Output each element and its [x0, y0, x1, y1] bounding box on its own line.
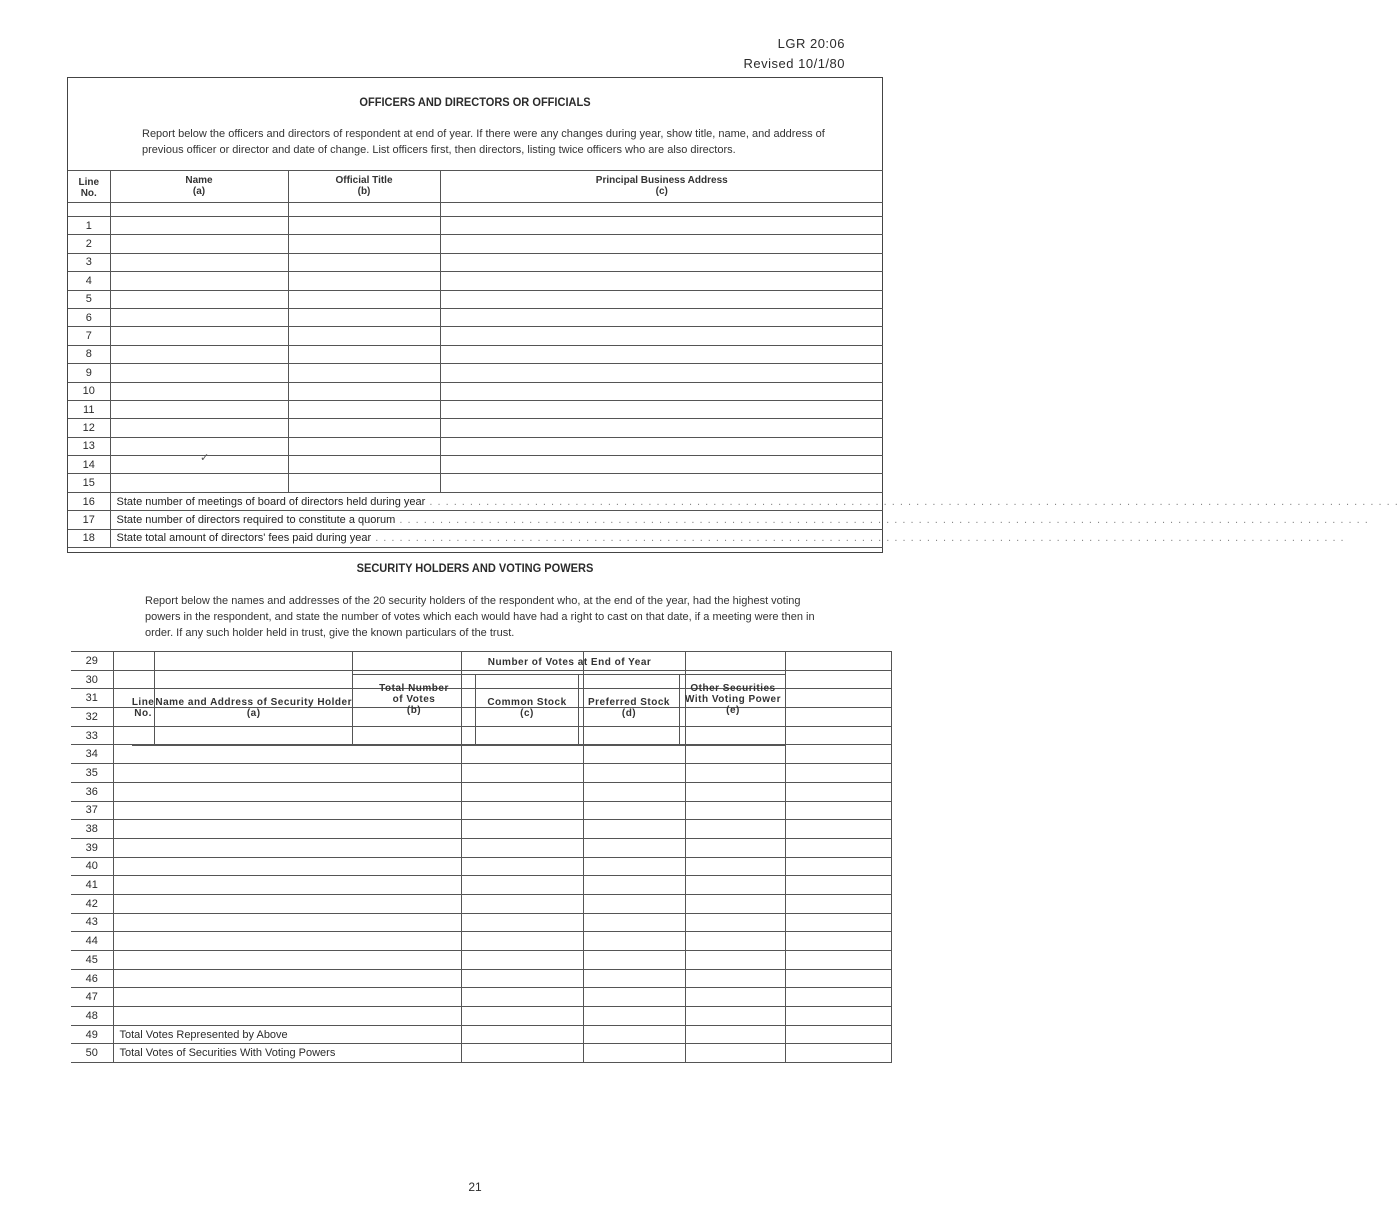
statement-cell[interactable] — [110, 511, 1369, 529]
preferred-stock-cell[interactable] — [685, 782, 785, 801]
line-number: 36 — [71, 782, 113, 801]
holder-cell[interactable] — [113, 745, 461, 764]
name-cell[interactable] — [110, 327, 288, 345]
security-holder-row — [71, 951, 891, 970]
total-label-1: Total Number — [379, 683, 449, 694]
line-number: 38 — [71, 820, 113, 839]
address-cell[interactable] — [440, 456, 883, 474]
security-header-row — [132, 651, 786, 744]
title-cell[interactable] — [288, 217, 440, 235]
line-number: 50 — [71, 1044, 113, 1063]
total-votes-cell[interactable] — [461, 1025, 583, 1044]
line-number: 14 — [68, 456, 110, 474]
statement-row — [68, 492, 883, 510]
name-header — [110, 171, 288, 203]
line-number: 37 — [71, 801, 113, 820]
common-stock-header — [476, 675, 579, 745]
holder-cell[interactable] — [113, 969, 461, 988]
leader-dots: . . . . . . . . . . . . . . . . . . . . . . . . . . . . . . . . . . . . . . . . . . . . . . . . . . . . . . . . . . . . . . . . . . . . . . . . . . . . . . . . . . . . . . . . . . . . . . . . . . . . . . . . . . . . . . . . . . . . . . . . — [371, 532, 1345, 545]
common-stock-cell[interactable] — [583, 820, 685, 839]
name-cell[interactable] — [110, 235, 288, 253]
name-cell[interactable] — [110, 437, 288, 455]
total-votes-cell[interactable] — [461, 764, 583, 783]
common-label: Common Stock — [487, 697, 567, 708]
other-securities-cell[interactable] — [785, 670, 891, 689]
leader-dots: . . . . . . . . . . . . . . . . . . . . . . . . . . . . . . . . . . . . . . . . . . . . . . . . . . . . . . . . . . . . . . . . . . . . . . . . . . . . . . . . . . . . . . . . . . . . . . . . . . . . . . . . . . . . . . . . . . . . . . . . — [425, 495, 1399, 508]
other-securities-cell[interactable] — [785, 838, 891, 857]
address-header — [440, 171, 883, 203]
preferred-stock-cell[interactable] — [685, 988, 785, 1007]
common-stock-cell[interactable] — [583, 1007, 685, 1026]
title-cell[interactable] — [288, 327, 440, 345]
security-holder-row — [71, 820, 891, 839]
officer-row — [68, 235, 883, 253]
statement-text: State number of directors required to constitute a quorum — [116, 513, 396, 526]
officer-row — [68, 456, 883, 474]
total-votes-header — [353, 675, 476, 745]
check-mark: ✓ — [200, 452, 210, 464]
address-key: (c) — [655, 186, 668, 197]
total-votes-cell[interactable] — [461, 913, 583, 932]
total-votes-cell[interactable] — [461, 969, 583, 988]
line-number: 10 — [68, 382, 110, 400]
line-number: 15 — [68, 474, 110, 492]
line-number: 8 — [68, 345, 110, 363]
security-holder-row — [71, 745, 891, 764]
total-votes-cell[interactable] — [461, 857, 583, 876]
other-securities-cell[interactable] — [785, 876, 891, 895]
line-number: 49 — [71, 1025, 113, 1044]
line-number: 11 — [68, 400, 110, 418]
common-stock-cell[interactable] — [583, 801, 685, 820]
address-cell[interactable] — [440, 308, 883, 326]
common-stock-cell[interactable] — [583, 988, 685, 1007]
officers-header-row — [68, 171, 883, 203]
total-votes-cell[interactable] — [461, 951, 583, 970]
statement-row — [68, 529, 883, 547]
line-number: 9 — [68, 364, 110, 382]
common-stock-cell[interactable] — [583, 894, 685, 913]
title-key: (b) — [357, 186, 371, 197]
common-stock-cell[interactable] — [583, 932, 685, 951]
officer-row — [68, 437, 883, 455]
address-cell[interactable] — [440, 235, 883, 253]
line-number: 3 — [68, 253, 110, 271]
title-cell[interactable] — [288, 456, 440, 474]
totals-row — [71, 1044, 891, 1063]
other-securities-cell[interactable] — [785, 745, 891, 764]
total-votes-cell[interactable] — [461, 1044, 583, 1063]
common-stock-cell[interactable] — [583, 1044, 685, 1063]
title-cell[interactable] — [288, 382, 440, 400]
address-cell[interactable] — [440, 382, 883, 400]
total-votes-cell[interactable] — [461, 1007, 583, 1026]
title-cell[interactable] — [288, 253, 440, 271]
totals-label: Total Votes Represented by Above — [113, 1025, 461, 1044]
common-stock-cell[interactable] — [583, 969, 685, 988]
address-cell[interactable] — [440, 253, 883, 271]
name-cell[interactable] — [110, 382, 288, 400]
officer-row — [68, 217, 883, 235]
officer-row — [68, 400, 883, 418]
preferred-stock-cell[interactable] — [685, 1007, 785, 1026]
officer-row — [68, 345, 883, 363]
common-stock-cell[interactable] — [583, 857, 685, 876]
revision-date: Revised 10/1/80 — [743, 56, 845, 71]
total-votes-cell[interactable] — [461, 988, 583, 1007]
name-cell[interactable] — [110, 419, 288, 437]
name-cell[interactable] — [110, 272, 288, 290]
line-number: 18 — [68, 529, 110, 547]
officers-table — [68, 170, 1399, 548]
statement-text: State number of meetings of board of directors held during year — [116, 495, 426, 508]
name-cell[interactable] — [110, 308, 288, 326]
line-number: 34 — [71, 745, 113, 764]
preferred-key: (d) — [621, 708, 637, 719]
line-number: 2 — [68, 235, 110, 253]
common-stock-cell[interactable] — [583, 745, 685, 764]
title-cell[interactable] — [288, 400, 440, 418]
holder-cell[interactable] — [113, 932, 461, 951]
total-label-2: of Votes — [392, 694, 436, 705]
security-holder-row — [71, 1007, 891, 1026]
officer-row — [68, 382, 883, 400]
line-number: 47 — [71, 988, 113, 1007]
address-cell[interactable] — [440, 400, 883, 418]
preferred-stock-cell[interactable] — [685, 969, 785, 988]
statement-cell[interactable] — [110, 492, 1399, 510]
line-number: 32 — [71, 708, 113, 727]
page-number: 21 — [468, 1180, 482, 1194]
preferred-stock-cell[interactable] — [685, 876, 785, 895]
holder-cell[interactable] — [113, 857, 461, 876]
line-number: 35 — [71, 764, 113, 783]
security-holder-row — [71, 894, 891, 913]
totals-label: Total Votes of Securities With Voting Powers — [113, 1044, 461, 1063]
holder-cell[interactable] — [113, 951, 461, 970]
holder-cell[interactable] — [113, 988, 461, 1007]
officers-section-title: OFFICERS AND DIRECTORS OR OFFICIALS — [359, 95, 591, 109]
address-cell[interactable] — [440, 419, 883, 437]
line-number: 30 — [71, 670, 113, 689]
statement-cell[interactable] — [110, 529, 1345, 547]
name-cell[interactable] — [110, 474, 288, 492]
line-number: 46 — [71, 969, 113, 988]
totals-row — [71, 1025, 891, 1044]
security-holder-row — [71, 913, 891, 932]
line-number: 48 — [71, 1007, 113, 1026]
line-number: 6 — [68, 308, 110, 326]
address-cell[interactable] — [440, 364, 883, 382]
holder-key: (a) — [246, 707, 261, 719]
security-holder-row — [71, 782, 891, 801]
title-cell[interactable] — [288, 235, 440, 253]
line-number: 39 — [71, 838, 113, 857]
holder-cell[interactable] — [113, 820, 461, 839]
total-votes-cell[interactable] — [461, 838, 583, 857]
sec-line-no-header — [132, 652, 155, 746]
other-securities-cell[interactable] — [785, 969, 891, 988]
officer-row — [68, 308, 883, 326]
name-cell[interactable] — [110, 253, 288, 271]
line-number: 31 — [71, 689, 113, 708]
title-cell[interactable] — [288, 290, 440, 308]
holder-cell[interactable] — [113, 876, 461, 895]
name-cell[interactable] — [110, 290, 288, 308]
other-securities-cell[interactable] — [785, 932, 891, 951]
security-instruction: Report below the names and addresses of the 20 security holders of the respondent who, at the end of the year, had the highest voting powers in the respondent, and state the number of votes which each would have had a right to cast on that date, if a meeting were then in order. If any such holder held in trust, give the known particulars of the trust. — [145, 595, 815, 639]
other-securities-cell[interactable] — [785, 726, 891, 745]
preferred-stock-cell[interactable] — [685, 820, 785, 839]
officers-instruction: Report below the officers and directors of respondent at end of year. If there were any changes during year, show title, name, and address of previous officer or director and date of change. List officers first, then directors, listing twice officers who are also directors. — [142, 128, 825, 156]
common-stock-cell[interactable] — [583, 838, 685, 857]
name-cell[interactable] — [110, 217, 288, 235]
total-votes-cell[interactable] — [461, 876, 583, 895]
officer-row — [68, 364, 883, 382]
title-cell[interactable] — [288, 272, 440, 290]
officer-row — [68, 474, 883, 492]
preferred-stock-cell[interactable] — [685, 932, 785, 951]
security-holder-row — [71, 988, 891, 1007]
other-securities-cell[interactable] — [785, 988, 891, 1007]
security-holder-row — [71, 876, 891, 895]
address-label: Principal Business Address — [595, 175, 728, 186]
total-votes-cell[interactable] — [461, 801, 583, 820]
title-cell[interactable] — [288, 364, 440, 382]
other-securities-cell[interactable] — [785, 820, 891, 839]
common-key: (c) — [520, 708, 534, 719]
address-cell[interactable] — [440, 345, 883, 363]
other-securities-cell[interactable] — [785, 913, 891, 932]
votes-subheaders — [353, 675, 786, 745]
common-stock-cell[interactable] — [583, 951, 685, 970]
holder-cell[interactable] — [113, 894, 461, 913]
preferred-stock-cell[interactable] — [685, 838, 785, 857]
statement-row — [68, 511, 883, 529]
security-holder-row — [71, 932, 891, 951]
line-number: 43 — [71, 913, 113, 932]
security-holder-row — [71, 801, 891, 820]
officer-row — [68, 272, 883, 290]
security-section-title: SECURITY HOLDERS AND VOTING POWERS — [356, 561, 594, 575]
address-cell[interactable] — [440, 437, 883, 455]
other-securities-cell[interactable] — [785, 1007, 891, 1026]
other-securities-header — [680, 675, 786, 745]
preferred-stock-cell[interactable] — [685, 857, 785, 876]
leader-dots: . . . . . . . . . . . . . . . . . . . . . . . . . . . . . . . . . . . . . . . . . . . . . . . . . . . . . . . . . . . . . . . . . . . . . . . . . . . . . . . . . . . . . . . . . . . . . . . . . . . . . . . . . . . . . . . . . . . . . . . . — [395, 513, 1369, 526]
blank-row — [68, 203, 883, 217]
preferred-stock-cell[interactable] — [685, 1025, 785, 1044]
preferred-stock-cell[interactable] — [685, 801, 785, 820]
total-votes-cell[interactable] — [461, 745, 583, 764]
other-securities-cell[interactable] — [785, 689, 891, 708]
name-cell[interactable] — [110, 345, 288, 363]
other-securities-cell[interactable] — [785, 1025, 891, 1044]
other-securities-cell[interactable] — [785, 764, 891, 783]
preferred-stock-cell[interactable] — [685, 745, 785, 764]
line-number: 40 — [71, 857, 113, 876]
security-holder-row — [71, 969, 891, 988]
security-holder-row — [71, 764, 891, 783]
common-stock-cell[interactable] — [583, 1025, 685, 1044]
other-securities-cell[interactable] — [785, 857, 891, 876]
other-securities-cell[interactable] — [785, 708, 891, 727]
line-number: 13 — [68, 437, 110, 455]
official-title-header — [288, 171, 440, 203]
line-number: 1 — [68, 217, 110, 235]
holder-cell[interactable] — [113, 764, 461, 783]
name-label: Name — [185, 175, 213, 186]
total-votes-cell[interactable] — [461, 782, 583, 801]
holder-cell[interactable] — [113, 913, 461, 932]
line-number: 7 — [68, 327, 110, 345]
common-stock-cell[interactable] — [583, 782, 685, 801]
line-number: 44 — [71, 932, 113, 951]
officer-row — [68, 419, 883, 437]
common-stock-cell[interactable] — [583, 876, 685, 895]
address-cell[interactable] — [440, 290, 883, 308]
other-label-1: Other Securities — [690, 683, 776, 694]
line-number: 16 — [68, 492, 110, 510]
total-votes-cell[interactable] — [461, 894, 583, 913]
line-number: 17 — [68, 511, 110, 529]
line-number: 33 — [71, 726, 113, 745]
address-cell[interactable] — [440, 474, 883, 492]
officer-row — [68, 290, 883, 308]
form-id: LGR 20:06 — [777, 36, 845, 51]
common-stock-cell[interactable] — [583, 913, 685, 932]
preferred-stock-cell[interactable] — [685, 1044, 785, 1063]
line-number: 5 — [68, 290, 110, 308]
line-number: 42 — [71, 894, 113, 913]
no-label: No. — [80, 188, 97, 199]
title-cell[interactable] — [288, 474, 440, 492]
common-stock-cell[interactable] — [583, 764, 685, 783]
preferred-stock-header — [579, 675, 680, 745]
address-cell[interactable] — [440, 272, 883, 290]
sec-no-label: No. — [134, 707, 152, 719]
title-label: Official Title — [335, 175, 393, 186]
other-securities-cell[interactable] — [785, 951, 891, 970]
line-no-header — [68, 171, 110, 203]
line-number: 4 — [68, 272, 110, 290]
votes-group-header — [353, 652, 787, 746]
officer-row — [68, 253, 883, 271]
name-cell[interactable] — [110, 364, 288, 382]
line-label: Line — [78, 177, 100, 188]
preferred-stock-cell[interactable] — [685, 951, 785, 970]
holder-cell[interactable] — [113, 801, 461, 820]
holder-cell[interactable] — [113, 782, 461, 801]
officer-row — [68, 327, 883, 345]
preferred-stock-cell[interactable] — [685, 894, 785, 913]
security-holder-row — [71, 838, 891, 857]
other-securities-cell[interactable] — [785, 894, 891, 913]
address-cell[interactable] — [440, 327, 883, 345]
line-number: 41 — [71, 876, 113, 895]
preferred-stock-cell[interactable] — [685, 913, 785, 932]
statement-text: State total amount of directors' fees paid during year — [116, 532, 372, 545]
other-label-2: With Voting Power — [685, 694, 781, 705]
other-securities-cell[interactable] — [785, 1044, 891, 1063]
holder-cell[interactable] — [113, 838, 461, 857]
title-cell[interactable] — [288, 308, 440, 326]
line-number: 29 — [71, 652, 113, 671]
title-cell[interactable] — [288, 437, 440, 455]
line-number: 45 — [71, 951, 113, 970]
holder-cell[interactable] — [113, 1007, 461, 1026]
total-key: (b) — [406, 705, 422, 716]
total-votes-cell[interactable] — [461, 932, 583, 951]
security-holder-row — [71, 857, 891, 876]
holder-label: Name and Address of Security Holder — [155, 696, 352, 708]
title-cell[interactable] — [288, 419, 440, 437]
line-number: 12 — [68, 419, 110, 437]
name-key: (a) — [192, 186, 206, 197]
other-key: (e) — [726, 705, 740, 716]
other-securities-cell[interactable] — [785, 652, 891, 671]
other-securities-cell[interactable] — [785, 801, 891, 820]
title-cell[interactable] — [288, 345, 440, 363]
other-securities-cell[interactable] — [785, 782, 891, 801]
preferred-label: Preferred Stock — [588, 697, 670, 708]
name-cell[interactable] — [110, 456, 288, 474]
total-votes-cell[interactable] — [461, 820, 583, 839]
holder-header — [155, 652, 353, 746]
security-holders-table — [71, 651, 892, 1063]
address-cell[interactable] — [440, 217, 883, 235]
preferred-stock-cell[interactable] — [685, 764, 785, 783]
votes-group-label: Number of Votes at End of Year — [353, 652, 786, 675]
name-cell[interactable] — [110, 400, 288, 418]
sec-line-label: Line — [131, 696, 155, 708]
